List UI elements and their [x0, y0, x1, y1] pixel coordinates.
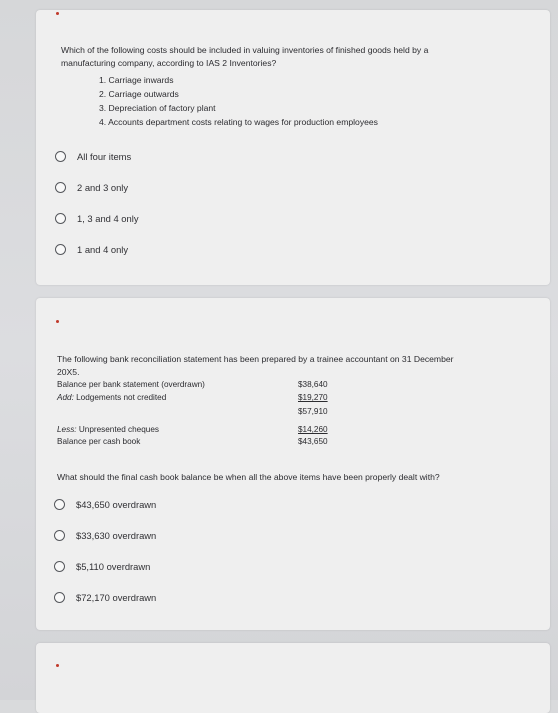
option-label: 2 and 3 only	[77, 182, 129, 193]
q2-option-b[interactable]	[54, 530, 156, 541]
question-card-3	[36, 643, 550, 713]
option-label: $33,630 overdrawn	[76, 530, 157, 541]
question-2-prompt: What should the final cash book balance be when all the above items have been properly dealt with?	[57, 472, 440, 482]
reconciliation-row-amount: $19,270	[298, 393, 328, 402]
question-1-item-4: 4. Accounts department costs relating to wages for production employees	[99, 117, 378, 127]
question-marker-dot	[56, 12, 59, 15]
question-1-item-2: 2. Carriage outwards	[99, 89, 179, 99]
question-marker-dot	[56, 664, 59, 667]
question-1-item-3: 3. Depreciation of factory plant	[99, 103, 216, 113]
reconciliation-row-amount: $38,640	[298, 380, 328, 389]
radio-button[interactable]	[54, 592, 65, 603]
option-label: All four items	[77, 151, 132, 162]
q1-option-d[interactable]	[55, 244, 128, 255]
q1-option-a[interactable]	[55, 151, 131, 162]
option-label: 1 and 4 only	[77, 244, 129, 255]
option-label: 1, 3 and 4 only	[77, 213, 139, 224]
add-prefix: Add:	[57, 393, 74, 402]
q1-option-c[interactable]	[55, 213, 139, 224]
reconciliation-row-label	[57, 393, 166, 402]
q1-option-b[interactable]	[55, 182, 128, 193]
radio-button[interactable]	[54, 561, 65, 572]
radio-button[interactable]	[55, 151, 66, 162]
reconciliation-row-amount: $14,260	[298, 425, 328, 434]
option-label: $43,650 overdrawn	[76, 499, 157, 510]
radio-button[interactable]	[55, 213, 66, 224]
q2-option-c[interactable]	[54, 561, 150, 572]
option-label: $5,110 overdrawn	[76, 561, 151, 572]
radio-button[interactable]	[55, 244, 66, 255]
radio-button[interactable]	[54, 530, 65, 541]
question-1-line-2: manufacturing company, according to IAS 2 Inventories?	[61, 58, 277, 68]
question-card-2	[36, 298, 550, 630]
radio-button[interactable]	[54, 499, 65, 510]
radio-button[interactable]	[55, 182, 66, 193]
option-label: $72,170 overdrawn	[76, 592, 157, 603]
reconciliation-subtotal-amount: $57,910	[298, 407, 328, 416]
reconciliation-row-amount: $43,650	[298, 437, 328, 446]
q2-option-d[interactable]	[54, 592, 156, 603]
reconciliation-row-label: Balance per bank statement (overdrawn)	[57, 380, 205, 389]
reconciliation-row-label: Balance per cash book	[57, 437, 141, 446]
row-label-text: Lodgements not credited	[76, 393, 167, 402]
question-1-line-1: Which of the following costs should be included in valuing inventories of finished goods held by a	[61, 45, 429, 55]
question-marker-dot	[56, 320, 59, 323]
reconciliation-row-label	[57, 425, 159, 434]
less-prefix: Less:	[57, 425, 77, 434]
question-card-1	[36, 10, 550, 285]
question-2-intro-line-2: 20X5.	[57, 367, 80, 377]
question-1-item-1: 1. Carriage inwards	[99, 75, 174, 85]
question-2-intro-line-1: The following bank reconciliation statement has been prepared by a trainee accountant on 31 December	[57, 354, 454, 364]
q2-option-a[interactable]	[54, 499, 156, 510]
row-label-text: Unpresented cheques	[78, 425, 159, 434]
